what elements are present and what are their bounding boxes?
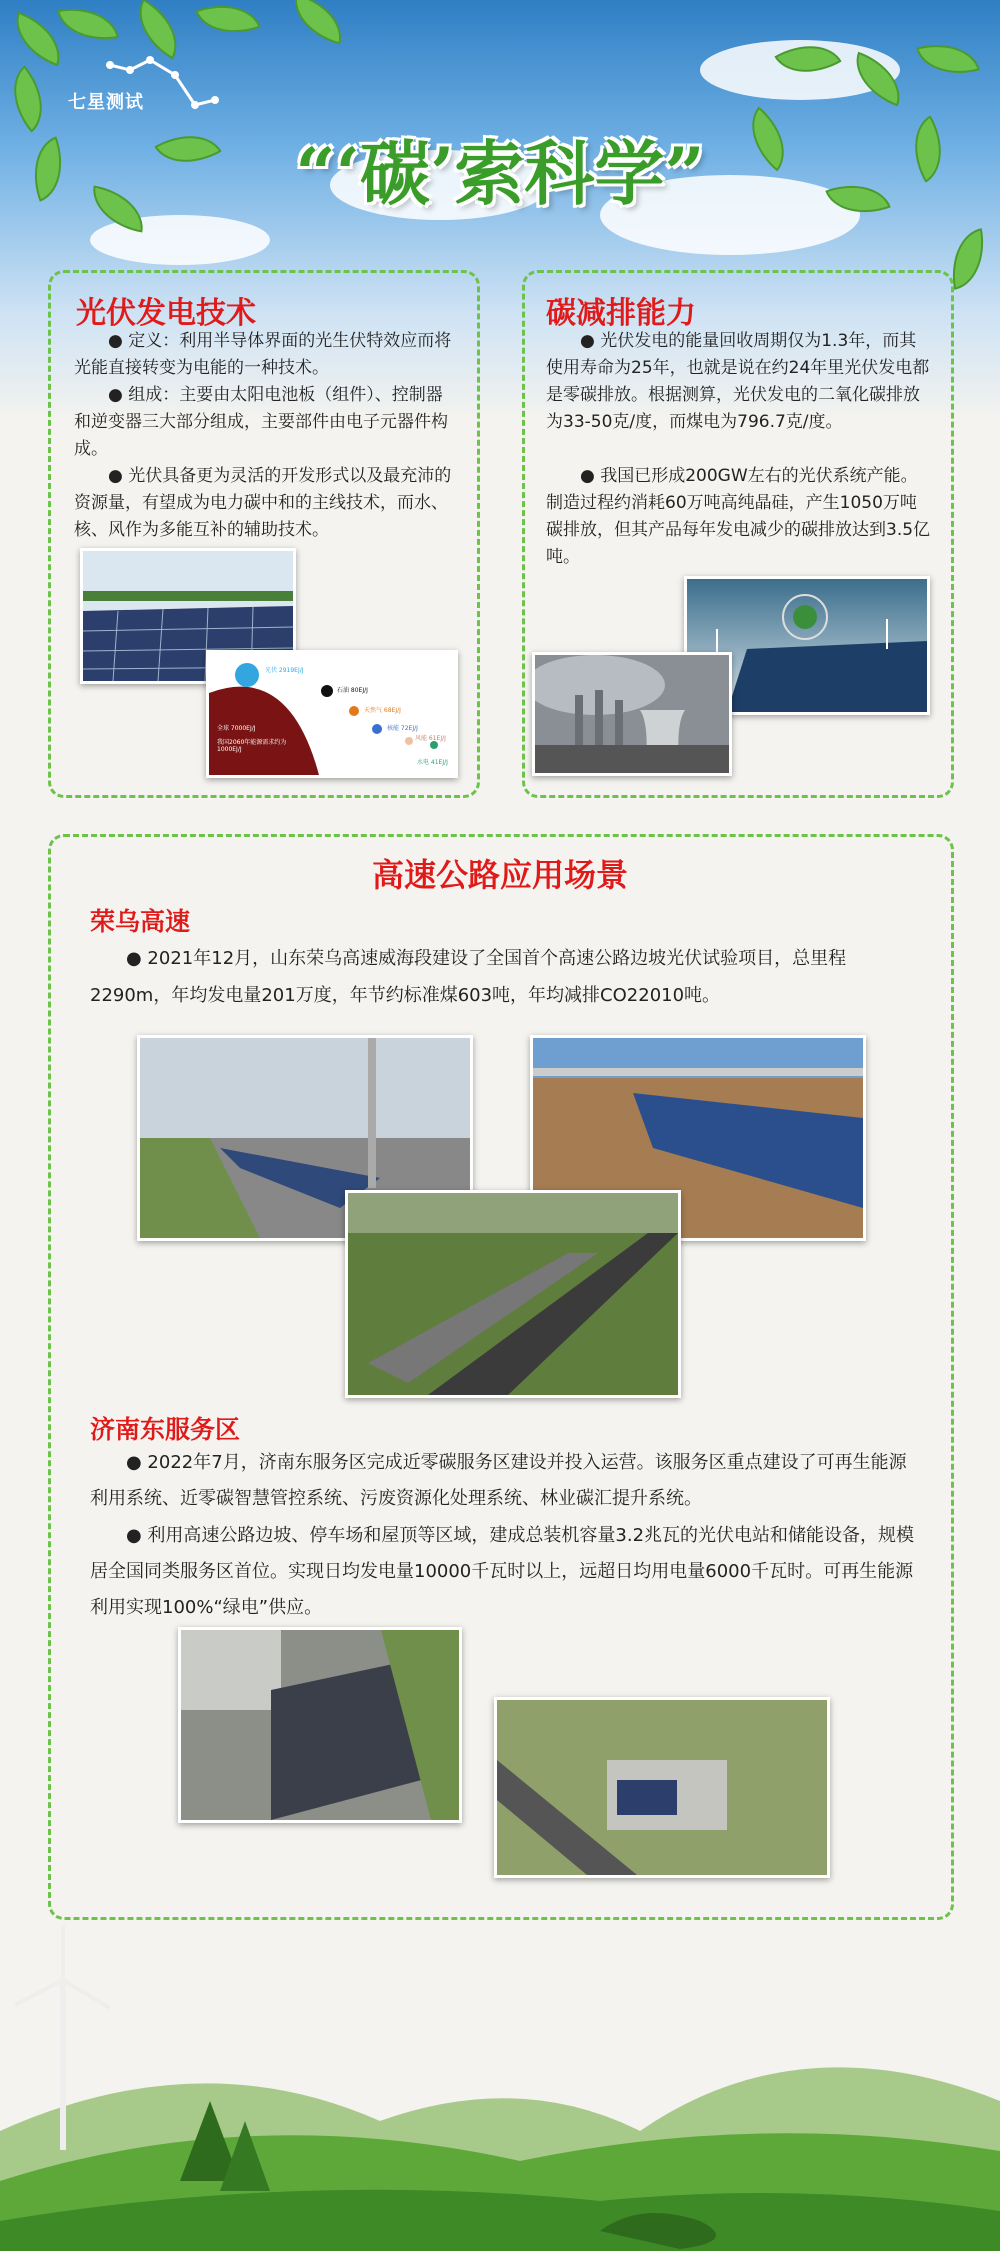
pv-section-title: 光伏发电技术 xyxy=(76,296,256,331)
chart-label: 水电 41EJ/J xyxy=(417,759,448,766)
energy-resource-chart xyxy=(206,650,458,778)
hills-landscape-illustration xyxy=(0,1981,1000,2251)
service-area-aerial-illustration xyxy=(497,1700,827,1875)
jinan-paragraph: ● 利用高速公路边坡、停车场和屋顶等区域，建成总装机容量3.2兆瓦的光伏电站和储能设备，规模居全国同类服务区首位。实现日均发电量10000千瓦时以上，远超日均用电量6000千瓦时。可再生能源利用实现100%“绿电”供应。 xyxy=(90,1525,915,1618)
rongwu-title: 荣乌高速 xyxy=(90,907,191,936)
service-area-parking-photo xyxy=(178,1627,462,1823)
carbon-paragraph: ● 我国已形成200GW左右的光伏系统产能。制造过程约消耗60万吨高纯晶硅，产生1050万吨碳排放，但其产品每年发电减少的碳排放达到3.5亿吨。 xyxy=(546,466,931,567)
jinan-paragraph: ● 2022年7月，济南东服务区完成近零碳服务区建设并投入运营。该服务区重点建设了可再生能源利用系统、近零碳智慧管控系统、污废资源化处理系统、林业碳汇提升系统。 xyxy=(90,1452,907,1509)
carbon-section-title: 碳减排能力 xyxy=(546,296,696,331)
power-plant-illustration xyxy=(535,655,729,773)
power-plant-photo xyxy=(532,652,732,776)
wind-turbine-blades-icon xyxy=(10,1920,120,2030)
logo-text: 七星测试 xyxy=(68,92,144,113)
chart-label: 光伏 2919EJ/J xyxy=(265,667,304,674)
chart-label: 石油 80EJ/J xyxy=(337,687,368,694)
highway-section-title: 高速公路应用场景 xyxy=(371,856,628,894)
jinan-title: 济南东服务区 xyxy=(90,1415,241,1444)
page-title: “‘碳’索科学” xyxy=(295,132,705,215)
pv-paragraph: ● 组成：主要由太阳电池板（组件）、控制器和逆变器三大部分组成，主要部件由电子元器件构成。 xyxy=(74,385,448,459)
pv-paragraph: ● 光伏具备更为灵活的开发形式以及最充沛的资源量，有望成为电力碳中和的主线技术，而水、核、风作为多能互补的辅助技术。 xyxy=(74,466,452,540)
chart-label: 天然气 68EJ/J xyxy=(364,707,401,714)
chart-label: 全球 7000EJ/J xyxy=(217,725,256,732)
carbon-paragraph: ● 光伏发电的能量回收周期仅为1.3年，而其使用寿命为25年，也就是说在约24年里光伏发电都是零碳排放。根据测算，光伏发电的二氧化碳排放为33-50克/度，而煤电为796.7克/度。 xyxy=(546,331,930,432)
chart-label: 核能 72EJ/J xyxy=(387,725,418,732)
pv-paragraph: ● 定义：利用半导体界面的光生伏特效应而将光能直接转变为电能的一种技术。 xyxy=(74,331,452,378)
service-area-aerial-photo xyxy=(494,1697,830,1878)
chart-label: 风能 61EJ/J xyxy=(415,735,446,742)
highway-aerial-photo xyxy=(345,1190,681,1398)
rongwu-paragraph: ● 2021年12月，山东荣乌高速威海段建设了全国首个高速公路边坡光伏试验项目，总里程2290m，年均发电量201万度，年节约标准煤603吨，年均减排CO22010吨。 xyxy=(90,948,847,1006)
service-area-parking-illustration xyxy=(181,1630,459,1820)
highway-aerial-illustration xyxy=(348,1193,678,1395)
chart-label: 我国2060年能源需求约为 1000EJ/J xyxy=(217,739,287,753)
